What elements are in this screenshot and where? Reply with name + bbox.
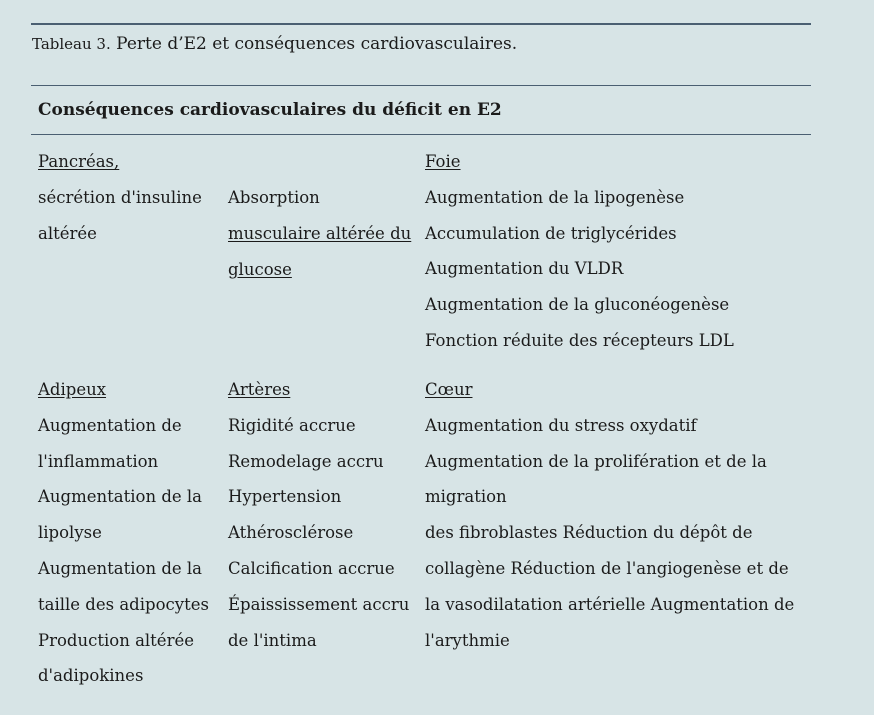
cell-line: des fibroblastes Réduction du dépôt de: [425, 523, 753, 543]
cell-line: la vasodilatation artérielle Augmentation de: [425, 594, 795, 614]
cell-line: de l'intima: [228, 630, 317, 650]
cell-line: Calcification accrue: [228, 558, 395, 578]
cell-line: Augmentation de la gluconéogenèse: [425, 295, 730, 315]
table-caption: [32, 31, 517, 57]
cell-line: musculaire altérée du: [228, 223, 412, 243]
cell-line: Production altérée: [38, 630, 194, 650]
cell-line: taille des adipocytes: [38, 594, 209, 614]
cell-line: Augmentation de la: [38, 558, 203, 578]
cell-line: l'arythmie: [425, 630, 510, 650]
cell-line: Augmentation de la lipogenèse: [425, 187, 685, 207]
cell-line: Athérosclérose: [228, 523, 354, 543]
cell-line: Augmentation de la prolifération et de la: [425, 451, 767, 471]
caption-label: Tableau 3.: [32, 35, 111, 53]
cell-line: altérée: [38, 223, 97, 243]
cell-title: Adipeux: [38, 380, 107, 399]
header-bottom-rule: [31, 134, 811, 135]
cell-line: Fonction réduite des récepteurs LDL: [425, 330, 734, 350]
cell-pancreas: [38, 144, 202, 251]
cell-line: Augmentation du stress oxydatif: [425, 415, 697, 435]
cell-line: Épaississement accru: [228, 594, 410, 614]
cell-line: d'adipokines: [38, 666, 144, 686]
cell-title: Artères: [228, 380, 291, 399]
caption-title: Perte d’E2 et conséquences cardiovasculaires.: [116, 34, 518, 54]
table-header: Conséquences cardiovasculaires du déficit en E2: [38, 100, 502, 120]
cell-line: migration: [425, 487, 507, 507]
cell-adipeux: [38, 372, 209, 694]
cell-line: collagène Réduction de l'angiogenèse et de: [425, 558, 789, 578]
cell-foie: [425, 144, 734, 359]
cell-arteres: [228, 372, 409, 658]
cell-line: Remodelage accru: [228, 451, 384, 471]
cell-coeur: [425, 372, 794, 658]
cell-title: Pancréas,: [38, 152, 120, 171]
cell-line: Absorption: [228, 188, 320, 207]
cell-line: l'inflammation: [38, 451, 159, 471]
cell-line: Augmentation du VLDR: [425, 259, 624, 279]
cell-line: Augmentation de la: [38, 487, 203, 507]
header-top-rule: [31, 85, 811, 86]
cell-line: lipolyse: [38, 523, 102, 543]
cell-line: Accumulation de triglycérides: [425, 223, 677, 243]
cell-line: glucose: [228, 259, 292, 279]
cell-title: Cœur: [425, 380, 473, 399]
cell-line: Augmentation de: [38, 415, 182, 435]
cell-title: Foie: [425, 152, 461, 171]
cell-line: Hypertension: [228, 487, 342, 507]
top-rule: [31, 23, 811, 25]
cell-line: sécrétion d'insuline: [38, 187, 202, 207]
cell-muscle: [228, 180, 411, 287]
cell-line: Rigidité accrue: [228, 415, 356, 435]
